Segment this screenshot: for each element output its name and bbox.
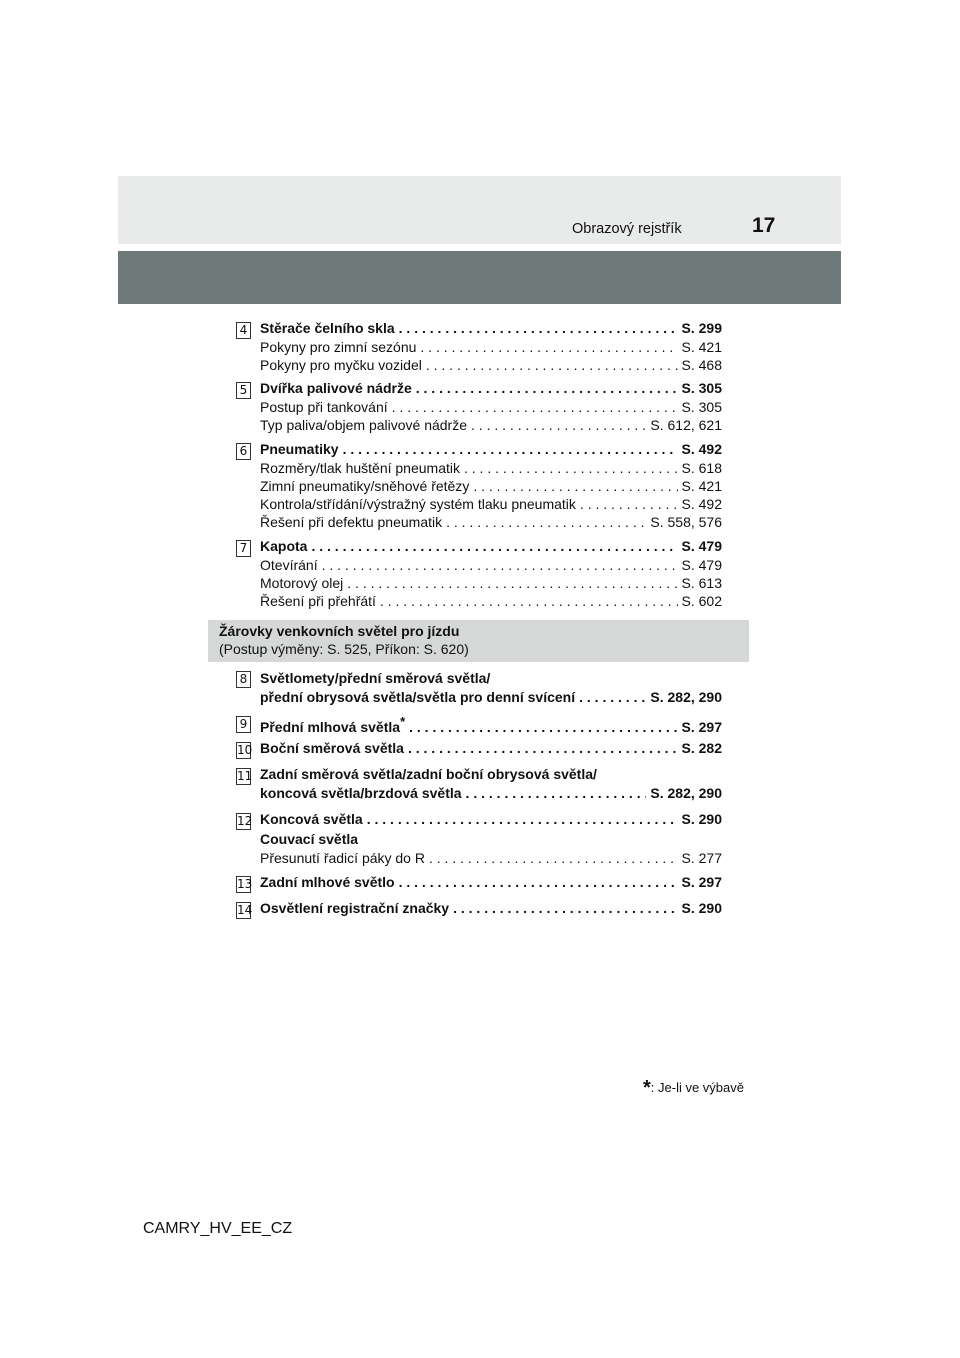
- index-entry[interactable]: [260, 380, 722, 398]
- entry-page: S. 492: [681, 441, 722, 457]
- item-number-badge: 10: [237, 743, 253, 757]
- entry-page: S. 305: [681, 380, 722, 396]
- entry-page: S. 618: [681, 460, 722, 476]
- leader-dots: [416, 380, 678, 396]
- item-number-badge: 9: [236, 716, 251, 733]
- leader-dots: [471, 417, 646, 433]
- entry-label-text: Přední mlhová světla: [260, 719, 401, 735]
- entry-page: S. 299: [681, 320, 722, 336]
- index-subentry[interactable]: [260, 575, 722, 593]
- leader-dots: [466, 785, 647, 801]
- index-subentry[interactable]: [260, 478, 722, 496]
- entry-label: Řešení při přehřátí: [260, 593, 376, 609]
- section-title: Obrazový rejstřík: [572, 221, 682, 237]
- index-subentry[interactable]: [260, 850, 722, 868]
- entry-label: přední obrysová světla/světla pro denní svícení: [260, 689, 576, 705]
- entry-page: S. 479: [681, 538, 722, 554]
- leader-dots: [367, 811, 678, 827]
- entry-page: S. 602: [681, 593, 722, 609]
- index-subentry[interactable]: [260, 339, 722, 357]
- item-number-badge: 14: [237, 903, 253, 917]
- entry-label: Postup při tankování: [260, 399, 388, 415]
- index-subentry[interactable]: [260, 496, 722, 514]
- leader-dots: [343, 441, 678, 457]
- index-entry[interactable]: [260, 538, 722, 556]
- entry-label: Kapota: [260, 538, 308, 554]
- item-number-badge: 12: [237, 814, 253, 828]
- item-number-badge: 4: [236, 322, 251, 339]
- leader-dots: [446, 514, 646, 530]
- item-number-badge: 7: [236, 540, 251, 557]
- entry-label: Osvětlení registrační značky: [260, 900, 450, 916]
- index-entry[interactable]: [260, 874, 722, 892]
- entry-label-line1: Světlomety/přední směrová světla/: [260, 670, 491, 686]
- leader-dots: [409, 719, 677, 735]
- leader-dots: [392, 399, 678, 415]
- entry-page: S. 282: [681, 740, 722, 756]
- entry-page: S. 468: [681, 357, 722, 373]
- entry-page: S. 297: [681, 719, 722, 735]
- header-top-band: [118, 176, 841, 244]
- entry-label: Stěrače čelního skla: [260, 320, 395, 336]
- section-subheading: (Postup výměny: S. 525, Příkon: S. 620): [219, 641, 469, 657]
- index-subentry[interactable]: [260, 514, 722, 532]
- index-entry[interactable]: [260, 900, 722, 918]
- leader-dots: [426, 357, 678, 373]
- index-subentry[interactable]: [260, 557, 722, 575]
- index-entry[interactable]: [260, 811, 722, 829]
- index-subentry[interactable]: [260, 417, 722, 435]
- index-subentry[interactable]: [260, 593, 722, 611]
- entry-page: S. 479: [681, 557, 722, 573]
- entry-label: [260, 714, 405, 735]
- entry-label: Motorový olej: [260, 575, 344, 591]
- footnote-star: *: [400, 714, 406, 729]
- entry-label: Zadní mlhové světlo: [260, 874, 395, 890]
- entry-label: Typ paliva/objem palivové nádrže: [260, 417, 468, 433]
- entry-label: Kontrola/střídání/výstražný systém tlaku pneumatik: [260, 496, 576, 512]
- index-subentry[interactable]: [260, 399, 722, 417]
- entry-label: Pokyny pro zimní sezónu: [260, 339, 417, 355]
- entry-label: Couvací světla: [260, 831, 359, 847]
- entry-label: Řešení při defektu pneumatik: [260, 514, 443, 530]
- footnote-star: *: [643, 1077, 651, 1099]
- leader-dots: [399, 874, 678, 890]
- index-entry[interactable]: [260, 689, 722, 707]
- entry-page: S. 277: [681, 850, 722, 866]
- entry-page: S. 290: [681, 900, 722, 916]
- item-number-badge: 11: [237, 769, 253, 783]
- index-entry[interactable]: [260, 441, 722, 459]
- leader-dots: [429, 850, 678, 866]
- entry-page: S. 305: [681, 399, 722, 415]
- entry-label: Boční směrová světla: [260, 740, 404, 756]
- entry-label: Pneumatiky: [260, 441, 339, 457]
- leader-dots: [347, 575, 677, 591]
- index-entry[interactable]: [260, 714, 722, 735]
- leader-dots: [420, 339, 677, 355]
- item-number-badge: 6: [236, 443, 251, 460]
- leader-dots: [408, 740, 678, 756]
- entry-label: Pokyny pro myčku vozidel: [260, 357, 422, 373]
- entry-label: Koncová světla: [260, 811, 363, 827]
- leader-dots: [399, 320, 678, 336]
- entry-page: S. 613: [681, 575, 722, 591]
- item-number-badge: 8: [236, 671, 251, 688]
- entry-page: S. 282, 290: [650, 785, 722, 801]
- leader-dots: [580, 496, 678, 512]
- entry-page: S. 297: [681, 874, 722, 890]
- entry-page: S. 421: [681, 478, 722, 494]
- footnote: [643, 1077, 744, 1100]
- entry-label-line1: Zadní směrová světla/zadní boční obrysová světla/: [260, 766, 597, 782]
- entry-label: Přesunutí řadicí páky do R: [260, 850, 425, 866]
- entry-page: S. 612, 621: [650, 417, 722, 433]
- entry-page: S. 492: [681, 496, 722, 512]
- entry-page: S. 421: [681, 339, 722, 355]
- item-number-badge: 13: [237, 877, 253, 891]
- leader-dots: [380, 593, 678, 609]
- index-subentry[interactable]: [260, 460, 722, 478]
- leader-dots: [473, 478, 677, 494]
- leader-dots: [311, 538, 677, 554]
- index-entry[interactable]: [260, 740, 722, 758]
- leader-dots: [322, 557, 678, 573]
- entry-page: S. 282, 290: [650, 689, 722, 705]
- document-code: CAMRY_HV_EE_CZ: [143, 1220, 293, 1237]
- entry-label: Otevírání: [260, 557, 318, 573]
- entry-label: Dvířka palivové nádrže: [260, 380, 412, 396]
- leader-dots: [579, 689, 646, 705]
- index-subentry[interactable]: [260, 357, 722, 375]
- header-dark-band: [118, 251, 841, 304]
- entry-label: koncová světla/brzdová světla: [260, 785, 462, 801]
- footnote-text: : Je-li ve výbavě: [650, 1080, 744, 1095]
- leader-dots: [453, 900, 677, 916]
- entry-page: S. 290: [681, 811, 722, 827]
- page-number: 17: [752, 214, 776, 237]
- item-number-badge: 5: [236, 382, 251, 399]
- entry-label: Rozměry/tlak huštění pneumatik: [260, 460, 460, 476]
- index-entry[interactable]: [260, 785, 722, 803]
- index-entry[interactable]: [260, 320, 722, 338]
- section-heading: Žárovky venkovních světel pro jízdu: [219, 623, 460, 639]
- leader-dots: [464, 460, 678, 476]
- entry-page: S. 558, 576: [650, 514, 722, 530]
- entry-label: Zimní pneumatiky/sněhové řetězy: [260, 478, 470, 494]
